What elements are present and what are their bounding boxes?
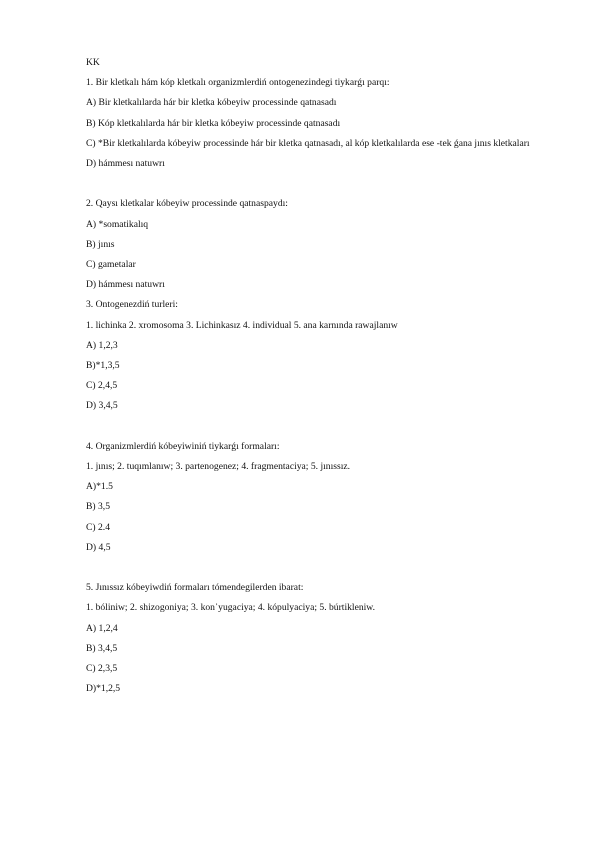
q5-option-d: D)*1,2,5 <box>86 683 121 695</box>
question-3: 3. Ontogenezdiń turleri: <box>86 299 178 311</box>
q1-option-a: A) Bir kletkalılarda hár bir kletka kóbeyiw processinde qatnasadı <box>86 97 337 109</box>
document-page <box>86 57 556 695</box>
q1-option-c: C) *Bir kletkalılarda kóbeyiw processinde hár bir kletka qatnasadı, al kóp kletkalılarda ese -tek ǵana jınıs kletkaları <box>86 137 530 149</box>
q4-option-d: D) 4,5 <box>86 541 111 553</box>
q1-option-d: D) hámmesı natuwrı <box>86 158 165 170</box>
q3-option-a: A) 1,2,3 <box>86 339 118 351</box>
q4-option-c: C) 2.4 <box>86 521 110 533</box>
q5-option-b: B) 3,4,5 <box>86 642 118 654</box>
q4-option-a: A)*1.5 <box>86 481 113 493</box>
document-header: KK <box>86 57 100 68</box>
q3-choices-list: 1. lichinka 2. xromosoma 3. Lichinkasız 4. individual 5. ana karnında rawajlanıw <box>86 319 398 331</box>
question-4: 4. Organizmlerdiń kóbeyiwiniń tiykarǵı formaları: <box>86 440 280 452</box>
q2-option-d: D) hámmesı natuwrı <box>86 279 165 291</box>
q5-option-c: C) 2,3,5 <box>86 663 118 675</box>
q5-option-a: A) 1,2,4 <box>86 622 118 634</box>
q1-option-b: B) Kóp kletkalılarda hár bir kletka kóbeyiw processinde qatnasadı <box>86 117 341 129</box>
q2-option-a: A) *somatikalıq <box>86 218 149 230</box>
q3-option-c: C) 2,4,5 <box>86 380 118 392</box>
question-2: 2. Qaysı kletkalar kóbeyiw processinde qatnaspaydı: <box>86 198 288 210</box>
q2-option-b: B) jınıs <box>86 238 115 250</box>
q4-option-b: B) 3,5 <box>86 501 110 513</box>
q2-option-c: C) gametalar <box>86 259 136 271</box>
q5-choices-list: 1. bóliniw; 2. shizogoniya; 3. kon᾽yugaciya; 4. kópulyaciya; 5. búrtikleniw. <box>86 602 376 614</box>
q3-option-b: B)*1,3,5 <box>86 360 120 372</box>
q4-choices-list: 1. jınıs; 2. tuqımlanıw; 3. partenogenez; 4. fragmentaciya; 5. jınıssız. <box>86 461 351 473</box>
question-1: 1. Bir kletkalı hám kóp kletkalı organizmlerdiń ontogenezindegi tiykarǵı parqı: <box>86 77 390 89</box>
question-5: 5. Jınıssız kóbeyiwdiń formaları tómendegilerden ibarat: <box>86 582 304 594</box>
q3-option-d: D) 3,4,5 <box>86 400 118 412</box>
